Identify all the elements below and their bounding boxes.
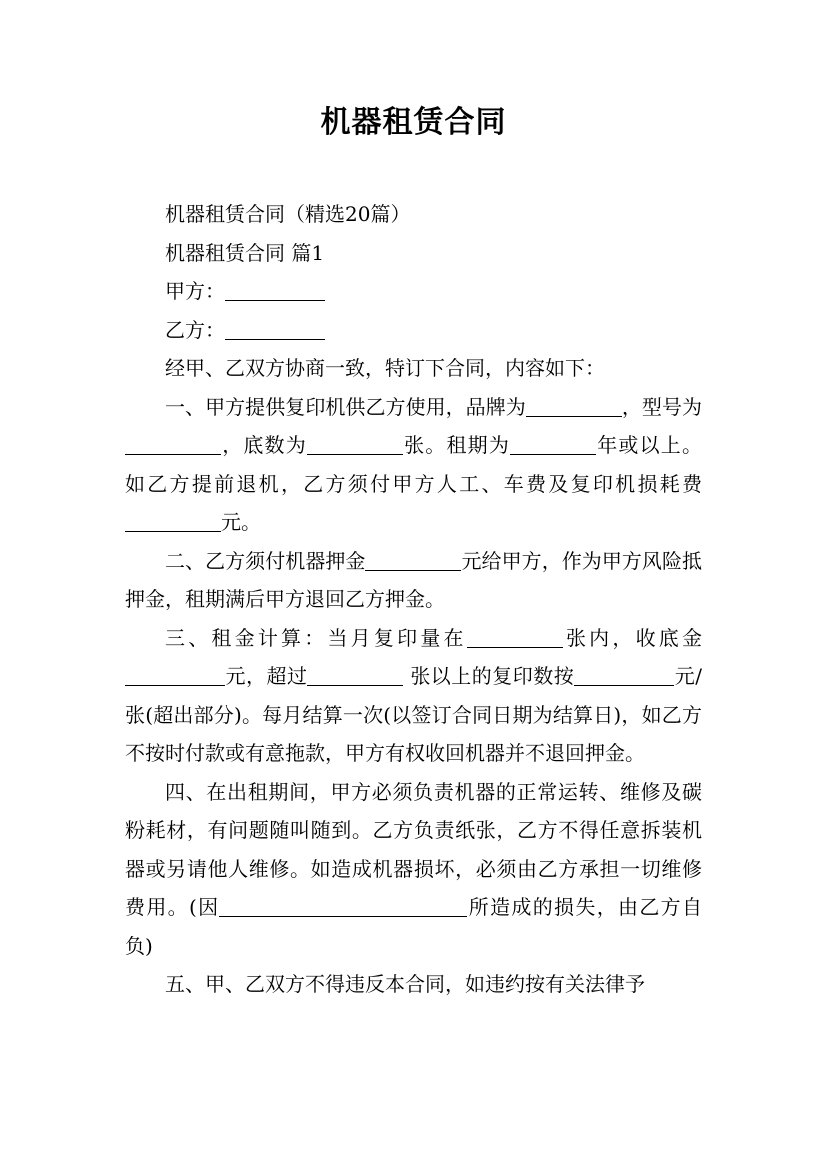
cause-blank [219,896,467,917]
clause-3-text-5: 元/张(超出部分)。每月结算一次(以签订合同日期为结算日)，如乙方不按时付款或有意拖款，甲方有权收回机器并不退回押金。 [125,664,702,765]
paragraph-clause-5: 五、甲、乙双方不得违反本合同，如违约按有关法律予 [165,972,645,996]
term-blank [510,434,596,455]
clause-2-text-1: 二、乙方须付机器押金 [165,548,366,573]
paragraph-party-a [125,272,702,311]
party-a-label: 甲方： [165,279,225,303]
clause-1-text-5: 年或以上。如乙方提前退机，乙方须付甲方人工、车费及复印机损耗费 [125,433,702,496]
document-body [125,195,702,1004]
clause-1-text-6: 元。 [221,510,261,534]
copy-volume-blank [467,627,563,648]
paragraph-party-b [125,311,702,350]
clause-1-text-4: 张。租期为 [402,433,511,457]
paragraph-clause-3 [125,619,702,773]
paragraph-section-heading: 机器租赁合同 篇1 [165,240,325,265]
paragraph-clause-4 [125,773,702,966]
clause-3-text-1: 三、租金计算：当月复印量在 [165,625,467,650]
model-blank [125,434,221,455]
document-title: 机器租赁合同 [320,105,507,140]
brand-blank [526,396,622,417]
clause-3-text-3: 元，超过 [225,664,308,688]
base-count-blank [307,434,403,455]
clause-1-text-3: ，底数为 [221,433,307,457]
clause-2-text-2: 元给甲方，作为甲方风险抵押金，租期满后甲方退回乙方押金。 [125,548,703,611]
paragraph-subtitle: 机器租赁合同（精选20篇） [165,202,411,226]
excess-count-blank [307,665,403,686]
party-a-blank [225,280,325,301]
party-b-blank [225,319,325,340]
excess-price-blank [574,665,674,686]
wear-fee-blank [125,511,221,532]
clause-1-text-1: 一、甲方提供复印机供乙方使用，品牌为 [165,394,526,419]
paragraph-clause-1 [125,388,702,542]
base-fee-blank [125,665,225,686]
deposit-blank [365,550,461,571]
paragraph-intro: 经甲、乙双方协商一致，特订下合同，内容如下： [165,356,605,380]
party-b-label: 乙方： [165,317,225,342]
clause-4-text-1: 四、在出租期间，甲方必须负责机器的正常运转、维修及碳粉耗材，有问题随叫随到。乙方负责纸张，乙方不得任意拆装机器或另请他人维修。如造成机器损坏，必须由乙方承担一切维修费用。(因 [125,779,702,919]
clause-3-text-4: 张以上的复印数按 [403,664,575,688]
clause-4-text-2: 所造成的损失，由乙方自负) [125,895,703,958]
clause-1-text-2: ，型号为 [621,394,703,419]
clause-3-text-2: 张内，收底金 [562,625,703,650]
paragraph-clause-2 [125,542,702,619]
